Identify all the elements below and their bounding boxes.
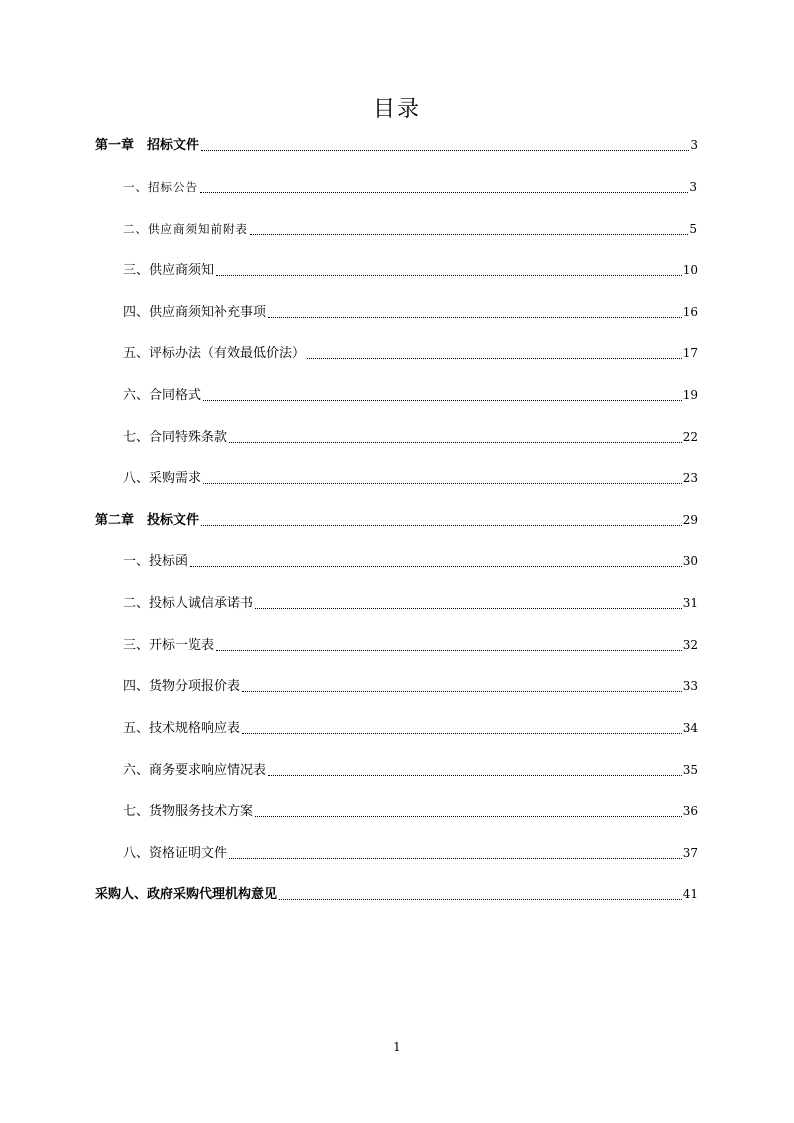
toc-dot-leader (242, 733, 682, 734)
toc-entry-label: 八、采购需求 (123, 471, 202, 486)
toc-dot-leader (216, 650, 682, 651)
toc-entry-label: 一、招标公告 (123, 180, 198, 194)
toc-entry-page: 36 (682, 804, 698, 818)
toc-entry-bid-opening-summary[interactable] (123, 635, 698, 655)
toc-entry-label: 第一章 招标文件 (95, 138, 200, 153)
toc-entry-page: 37 (682, 846, 698, 860)
toc-dot-leader (242, 691, 682, 692)
toc-entry-label: 第二章 投标文件 (95, 513, 200, 528)
toc-dot-leader (200, 192, 688, 193)
toc-dot-leader (203, 483, 682, 484)
toc-dot-leader (255, 608, 682, 609)
page-title: 目录 (372, 97, 421, 122)
toc-dot-leader (201, 525, 682, 526)
toc-entry-qualification-documents[interactable] (123, 843, 698, 863)
toc-dot-leader (279, 899, 682, 900)
toc-entry-page: 41 (682, 887, 698, 901)
toc-entry-page: 5 (689, 222, 698, 236)
toc-entry-label: 五、技术规格响应表 (123, 721, 241, 736)
toc-entry-special-contract-terms[interactable] (123, 427, 698, 447)
toc-entry-supplier-notice-table[interactable] (123, 219, 698, 239)
toc-entry-label: 五、评标办法（有效最低价法） (123, 346, 306, 361)
toc-entry-supplier-notice[interactable] (123, 260, 698, 280)
toc-entry-evaluation-method[interactable] (123, 343, 698, 363)
toc-dot-leader (250, 234, 688, 235)
toc-entry-label: 四、货物分项报价表 (123, 679, 241, 694)
toc-entry-label: 七、合同特殊条款 (123, 430, 228, 445)
toc-entry-label: 七、货物服务技术方案 (123, 804, 254, 819)
toc-entry-page: 34 (682, 721, 698, 735)
toc-entry-page: 35 (682, 763, 698, 777)
toc-entry-page: 23 (682, 471, 698, 485)
toc-entry-bid-letter[interactable] (123, 551, 698, 571)
toc-entry-label: 二、投标人诚信承诺书 (123, 596, 254, 611)
toc-entry-tender-notice[interactable] (123, 177, 698, 197)
toc-entry-procurement-requirements[interactable] (123, 468, 698, 488)
toc-entry-technical-spec-response[interactable] (123, 718, 698, 738)
toc-dot-leader (190, 566, 682, 567)
toc-entry-page: 31 (682, 596, 698, 610)
toc-entry-label: 八、资格证明文件 (123, 846, 228, 861)
toc-entry-agency-opinions[interactable] (95, 884, 698, 904)
toc-dot-leader (268, 775, 682, 776)
toc-entry-integrity-pledge[interactable] (123, 593, 698, 613)
toc-dot-leader (229, 858, 682, 859)
toc-entry-page: 10 (682, 263, 698, 277)
toc-entry-label: 四、供应商须知补充事项 (123, 305, 267, 320)
toc-entry-page: 19 (682, 388, 698, 402)
toc-entry-page: 32 (682, 638, 698, 652)
toc-dot-leader (201, 150, 689, 151)
toc-entry-chapter-1[interactable] (95, 135, 698, 155)
toc-entry-page: 29 (682, 513, 698, 527)
toc-entry-label: 六、商务要求响应情况表 (123, 763, 267, 778)
toc-entry-itemized-quote[interactable] (123, 676, 698, 696)
toc-dot-leader (255, 816, 682, 817)
toc-entry-label: 三、供应商须知 (123, 263, 215, 278)
toc-entry-commercial-response[interactable] (123, 760, 698, 780)
toc-dot-leader (268, 317, 682, 318)
toc-entry-supplier-notice-supplement[interactable] (123, 302, 698, 322)
toc-entry-page: 30 (682, 554, 698, 568)
toc-entry-label: 三、开标一览表 (123, 638, 215, 653)
toc-entry-page: 16 (682, 305, 698, 319)
toc-entry-page: 17 (682, 346, 698, 360)
toc-entry-page: 22 (682, 430, 698, 444)
page-number: 1 (393, 1040, 401, 1054)
toc-entry-page: 3 (689, 180, 698, 194)
toc-entry-technical-plan[interactable] (123, 801, 698, 821)
toc-entry-label: 采购人、政府采购代理机构意见 (95, 887, 278, 902)
toc-entry-contract-format[interactable] (123, 385, 698, 405)
toc-entry-label: 一、投标函 (123, 554, 189, 569)
toc-dot-leader (229, 442, 682, 443)
toc-dot-leader (203, 400, 682, 401)
toc-entry-chapter-2[interactable] (95, 510, 698, 530)
toc-dot-leader (216, 275, 682, 276)
toc-entry-page: 3 (690, 138, 698, 152)
toc-entry-label: 六、合同格式 (123, 388, 202, 403)
toc-entry-label: 二、供应商须知前附表 (123, 222, 248, 236)
toc-dot-leader (307, 358, 682, 359)
toc-entry-page: 33 (682, 679, 698, 693)
